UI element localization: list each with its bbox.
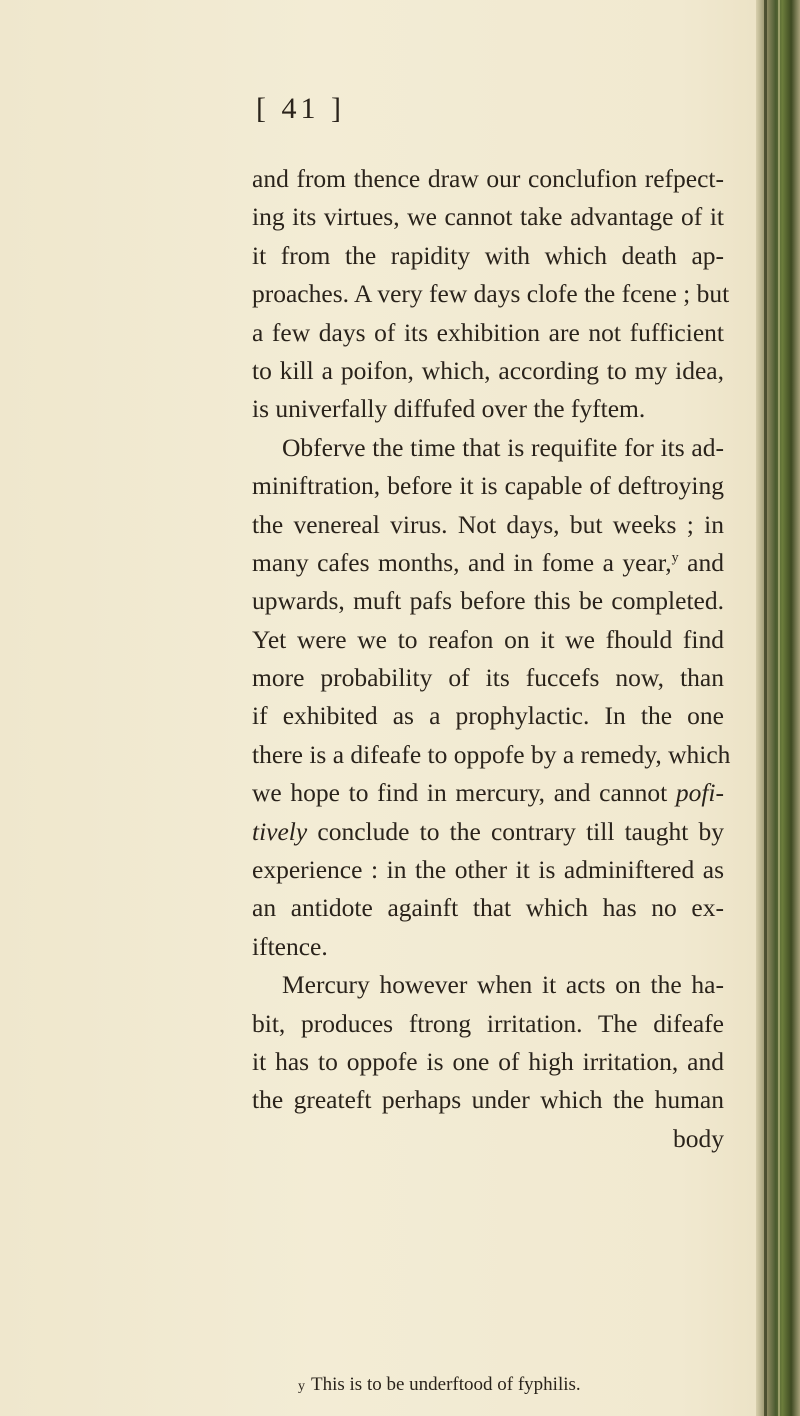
text-line: [252, 813, 724, 851]
text-line: the greateft perhaps under which the human: [252, 1085, 724, 1115]
text-line: bit, produces ftrong irritation. The difeafe: [252, 1008, 724, 1038]
footnote-text: This is to be underftood of fyphilis.: [311, 1374, 581, 1395]
text-line: miniftration, before it is capable of deftroying: [252, 471, 724, 501]
italic-text: pofi-: [675, 778, 725, 808]
text-span: conclude to the contrary till taught by: [307, 816, 724, 846]
text-line: [252, 544, 724, 582]
italic-text: tively: [252, 816, 308, 846]
text-line: it has to oppofe is one of high irritation, and: [252, 1046, 724, 1076]
text-span: many cafes months, and in fome a year,: [252, 547, 672, 577]
text-line: Mercury however when it acts on the ha-: [282, 970, 724, 1000]
text-line: there is a difeafe to oppofe by a remedy, which: [252, 739, 731, 769]
text-line: upwards, muft pafs before this be completed.: [252, 586, 724, 616]
text-span: we hope to find in mercury, and cannot: [252, 778, 668, 808]
footnote: [298, 1374, 581, 1396]
text-line: is univerfally diffufed over the fyftem.: [252, 394, 646, 424]
footnote-reference: y: [671, 550, 679, 566]
text-line: Obferve the time that is requifite for its ad-: [282, 432, 724, 462]
footnote-mark: y: [298, 1379, 305, 1394]
text-line: Yet were we to reafon on it we fhould find: [252, 624, 724, 654]
text-line: and from thence draw our conclufion refpect-: [252, 164, 724, 193]
text-line: iftence.: [252, 931, 328, 961]
page-number-header: [ 41 ]: [256, 92, 345, 125]
book-binding-edge: [756, 0, 800, 1416]
text-line: proaches. A very few days clofe the fcene ; but: [252, 279, 730, 309]
text-line: it from the rapidity with which death ap-: [252, 240, 724, 270]
body-text: [252, 160, 731, 1158]
text-span: and: [678, 547, 724, 577]
text-line: [252, 774, 724, 812]
text-line: ing its virtues, we cannot take advantage of it: [252, 202, 724, 232]
text-line: to kill a poifon, which, according to my idea,: [252, 355, 724, 385]
text-line: more probability of its fuccefs now, than: [252, 663, 724, 693]
text-line: if exhibited as a prophylactic. In the one: [252, 701, 724, 731]
catchword: body: [673, 1123, 724, 1153]
text-line: the venereal virus. Not days, but weeks ; in: [252, 509, 724, 539]
text-line: an antidote againft that which has no ex-: [252, 893, 724, 923]
text-line: experience : in the other it is adminiftered as: [252, 855, 724, 885]
text-line: a few days of its exhibition are not fufficient: [252, 317, 724, 347]
